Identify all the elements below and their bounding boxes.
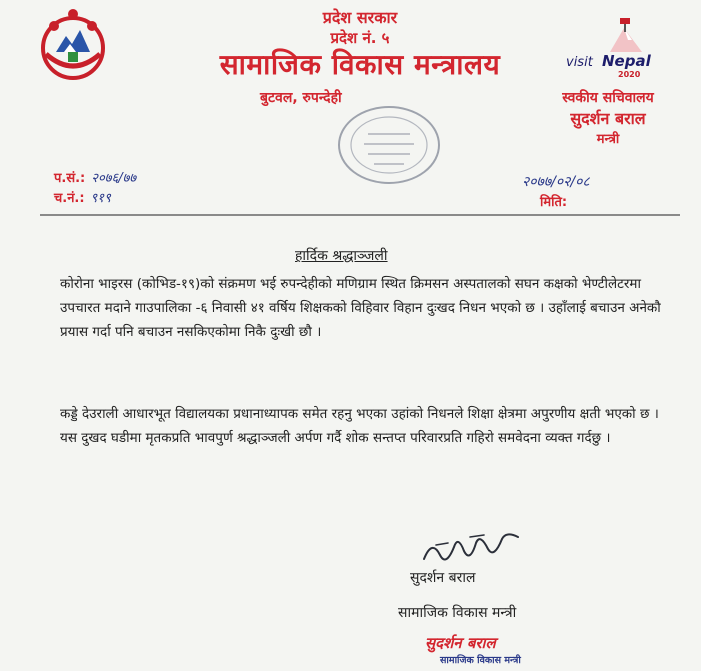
minister-title: मन्त्री: [596, 132, 620, 147]
letter-title: हार्दिक श्रद्धाञ्जली: [295, 248, 388, 264]
visit-text: visit: [566, 55, 593, 70]
letter-reference-number: [54, 168, 136, 186]
ministry-name: सामाजिक विकास मन्त्रालय: [219, 48, 501, 81]
province-number: प्रदेश नं. ५: [330, 29, 390, 47]
signatory-name: सुदर्शन बराल: [410, 570, 476, 586]
header-divider: [40, 214, 680, 216]
office-stamp: [330, 100, 448, 190]
nepal-text: Nepal: [602, 52, 651, 70]
visit-nepal-logo: [562, 14, 672, 80]
letter-date: २०७७/०२/०८: [522, 174, 590, 190]
dispatch-label: च.नं.:: [54, 191, 85, 206]
reference-value: २०७६/७७: [91, 171, 137, 186]
letter-paragraph-2: कड्डे देउराली आधारभूत विद्यालयका प्रधानाध्यापक समेत रहनु भएका उहांको निधनले शिक्षा क्षेत्रमा अपुरणीय क्षती भएको छ । यस दुखद घडीमा मृतकप्रति भावपुर्ण श्रद्धाञ्जली अर्पण गर्दै शोक सन्तप्त परिवारप्रति गहिरो समवेदना व्यक्त गर्दछु ।: [60, 406, 659, 446]
letter-paragraph-1: कोरोना भाइरस (कोभिड-१९)को संक्रमण भई रुपन्देहीको मणिग्राम स्थित क्रिमसन अस्पतालको सघन कक्षको भेण्टीलेटरमा उपचारत मदाने गाउपालिका -६ निवासी ४१ वर्षिय शिक्षकको विहिवार विहान दुःखद निधन भएको छ । उहाँलाई बचाउन अनेकौ प्रयास गर्दा पनि बचाउन नसकिएकोमा निकै दुःखी छौ ।: [60, 276, 661, 340]
office-location: बुटवल, रुपन्देही: [260, 90, 342, 106]
title-stamp: सामाजिक विकास मन्त्री: [440, 655, 521, 666]
year-text: 2020: [618, 70, 641, 79]
secretariat-label: स्वकीय सचिवालय: [562, 90, 654, 106]
letterhead: [170, 8, 550, 107]
nepal-emblem-icon: [34, 6, 112, 84]
handwritten-signature: [418, 525, 528, 573]
dispatch-value: ९१९: [90, 191, 111, 206]
name-stamp: सुदर्शन बराल: [425, 634, 496, 652]
minister-name: सुदर्शन बराल: [570, 109, 646, 128]
province-government: प्रदेश सरकार: [322, 8, 398, 27]
dispatch-number: [54, 188, 111, 206]
personal-secretariat: [548, 88, 668, 150]
date-label: मिति:: [540, 195, 568, 210]
reference-label: प.सं.:: [54, 171, 86, 186]
signatory-title: सामाजिक विकास मन्त्री: [398, 605, 517, 621]
